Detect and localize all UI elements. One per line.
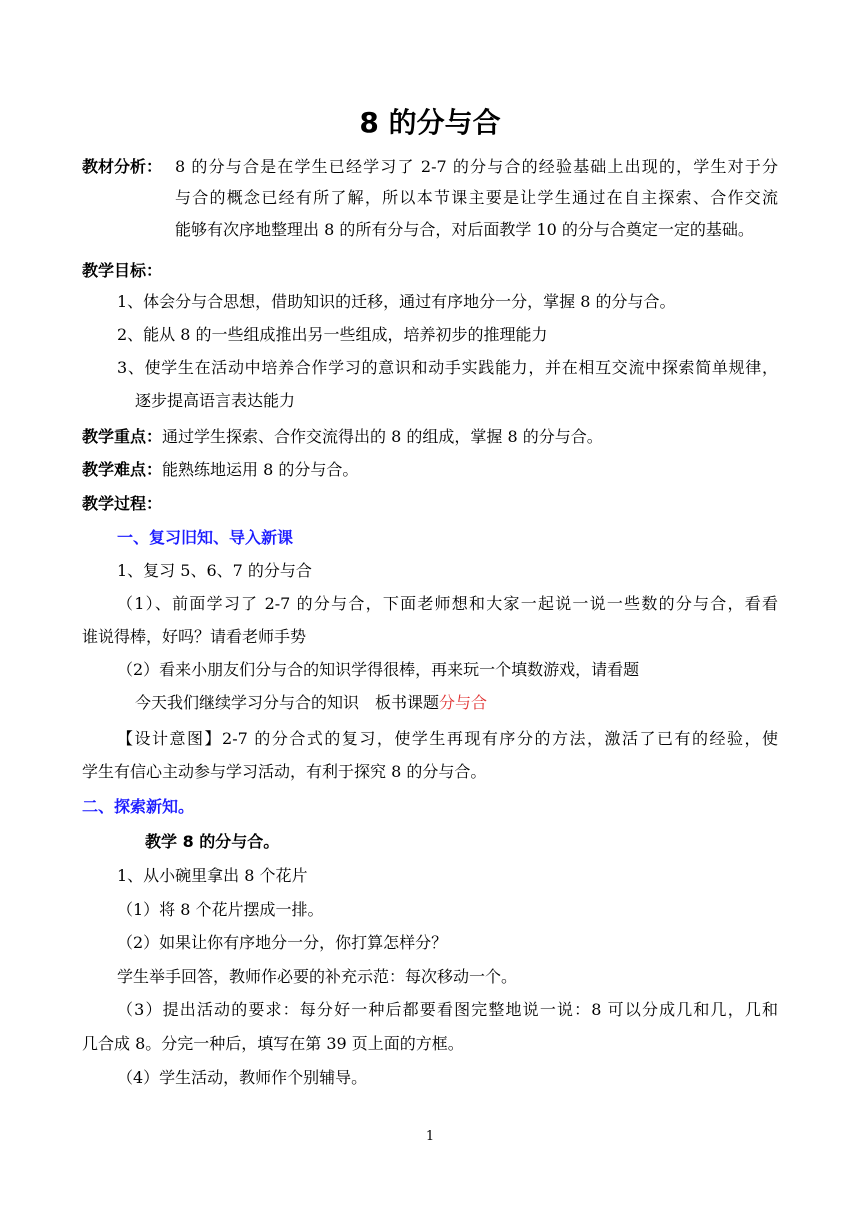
analysis-line-2: 与合的概念已经有所了解，所以本节课主要是让学生通过在自主探索、合作交流 [175, 188, 778, 207]
section2-line-1: 1、从小碗里拿出 8 个花片 [117, 866, 308, 885]
difficulty-label: 教学难点： [82, 460, 163, 479]
key-point [82, 425, 603, 449]
key-point-label: 教学重点： [82, 427, 163, 446]
section2-line-5: （3）提出活动的要求：每分好一种后都要看图完整地说一说：8 可以分成几和几，几和 [117, 1000, 778, 1019]
key-point-text: 通过学生探索、合作交流得出的 8 的组成，掌握 8 的分与合。 [162, 427, 603, 446]
section2-line-6: 几合成 8。分完一种后，填写在第 39 页上面的方框。 [82, 1034, 464, 1053]
page-title: 8 的分与合 [359, 106, 501, 139]
goal-item-1: 1、体会分与合思想，借助知识的迁移，通过有序地分一分，掌握 8 的分与合。 [117, 292, 676, 311]
section1-sub1-line-1: （1）、前面学习了 2-7 的分与合，下面老师想和大家一起说一说一些数的分与合，看看 [117, 594, 778, 613]
section2-heading: 二、探索新知。 [82, 797, 195, 816]
analysis-line-1: 8 的分与合是在学生已经学习了 2-7 的分与合的经验基础上出现的，学生对于分 [175, 157, 778, 176]
analysis-line-3: 能够有次序地整理出 8 的所有分与合，对后面教学 10 的分与合奠定一定的基础。 [175, 220, 754, 239]
section1-sub1-line-2: 谁说得棒，好吗？请看老师手势 [82, 627, 307, 646]
goals-label: 教学目标： [82, 261, 163, 280]
page-number: 1 [425, 1129, 435, 1144]
section2-line-3: （2）如果让你有序地分一分，你打算怎样分？ [117, 933, 448, 952]
goal-item-3: 3、使学生在活动中培养合作学习的意识和动手实践能力，并在相互交流中探索简单规律， [117, 358, 778, 377]
goal-item-3-cont: 逐步提高语言表达能力 [135, 391, 296, 410]
section2-line-7: （4）学生活动，教师作个别辅导。 [117, 1068, 368, 1087]
section2-subheading: 教学 8 的分与合。 [145, 832, 280, 851]
section1-board [135, 691, 487, 715]
design-intent-line-1: 【设计意图】2-7 的分合式的复习，使学生再现有序分的方法，激活了已有的经验，使 [117, 729, 778, 748]
section1-sub2: （2）看来小朋友们分与合的知识学得很棒，再来玩一个填数游戏，请看题 [117, 660, 640, 679]
section2-line-4: 学生举手回答，教师作必要的补充示范：每次移动一个。 [117, 967, 518, 986]
section1-heading: 一、复习旧知、导入新课 [117, 528, 294, 547]
process-label: 教学过程： [82, 494, 163, 513]
difficulty-text: 能熟练地运用 8 的分与合。 [162, 460, 359, 479]
board-prefix: 今天我们继续学习分与合的知识 板书课题 [135, 693, 440, 712]
board-title: 分与合 [439, 693, 488, 712]
design-intent-line-2: 学生有信心主动参与学习活动，有利于探究 8 的分与合。 [82, 762, 487, 781]
goal-item-2: 2、能从 8 的一些组成推出另一些组成，培养初步的推理能力 [117, 325, 548, 344]
difficulty [82, 458, 358, 482]
analysis-label: 教材分析： [82, 157, 163, 176]
section2-line-2: （1）将 8 个花片摆成一排。 [117, 900, 324, 919]
section1-item-1: 1、复习 5、6、7 的分与合 [117, 561, 312, 580]
